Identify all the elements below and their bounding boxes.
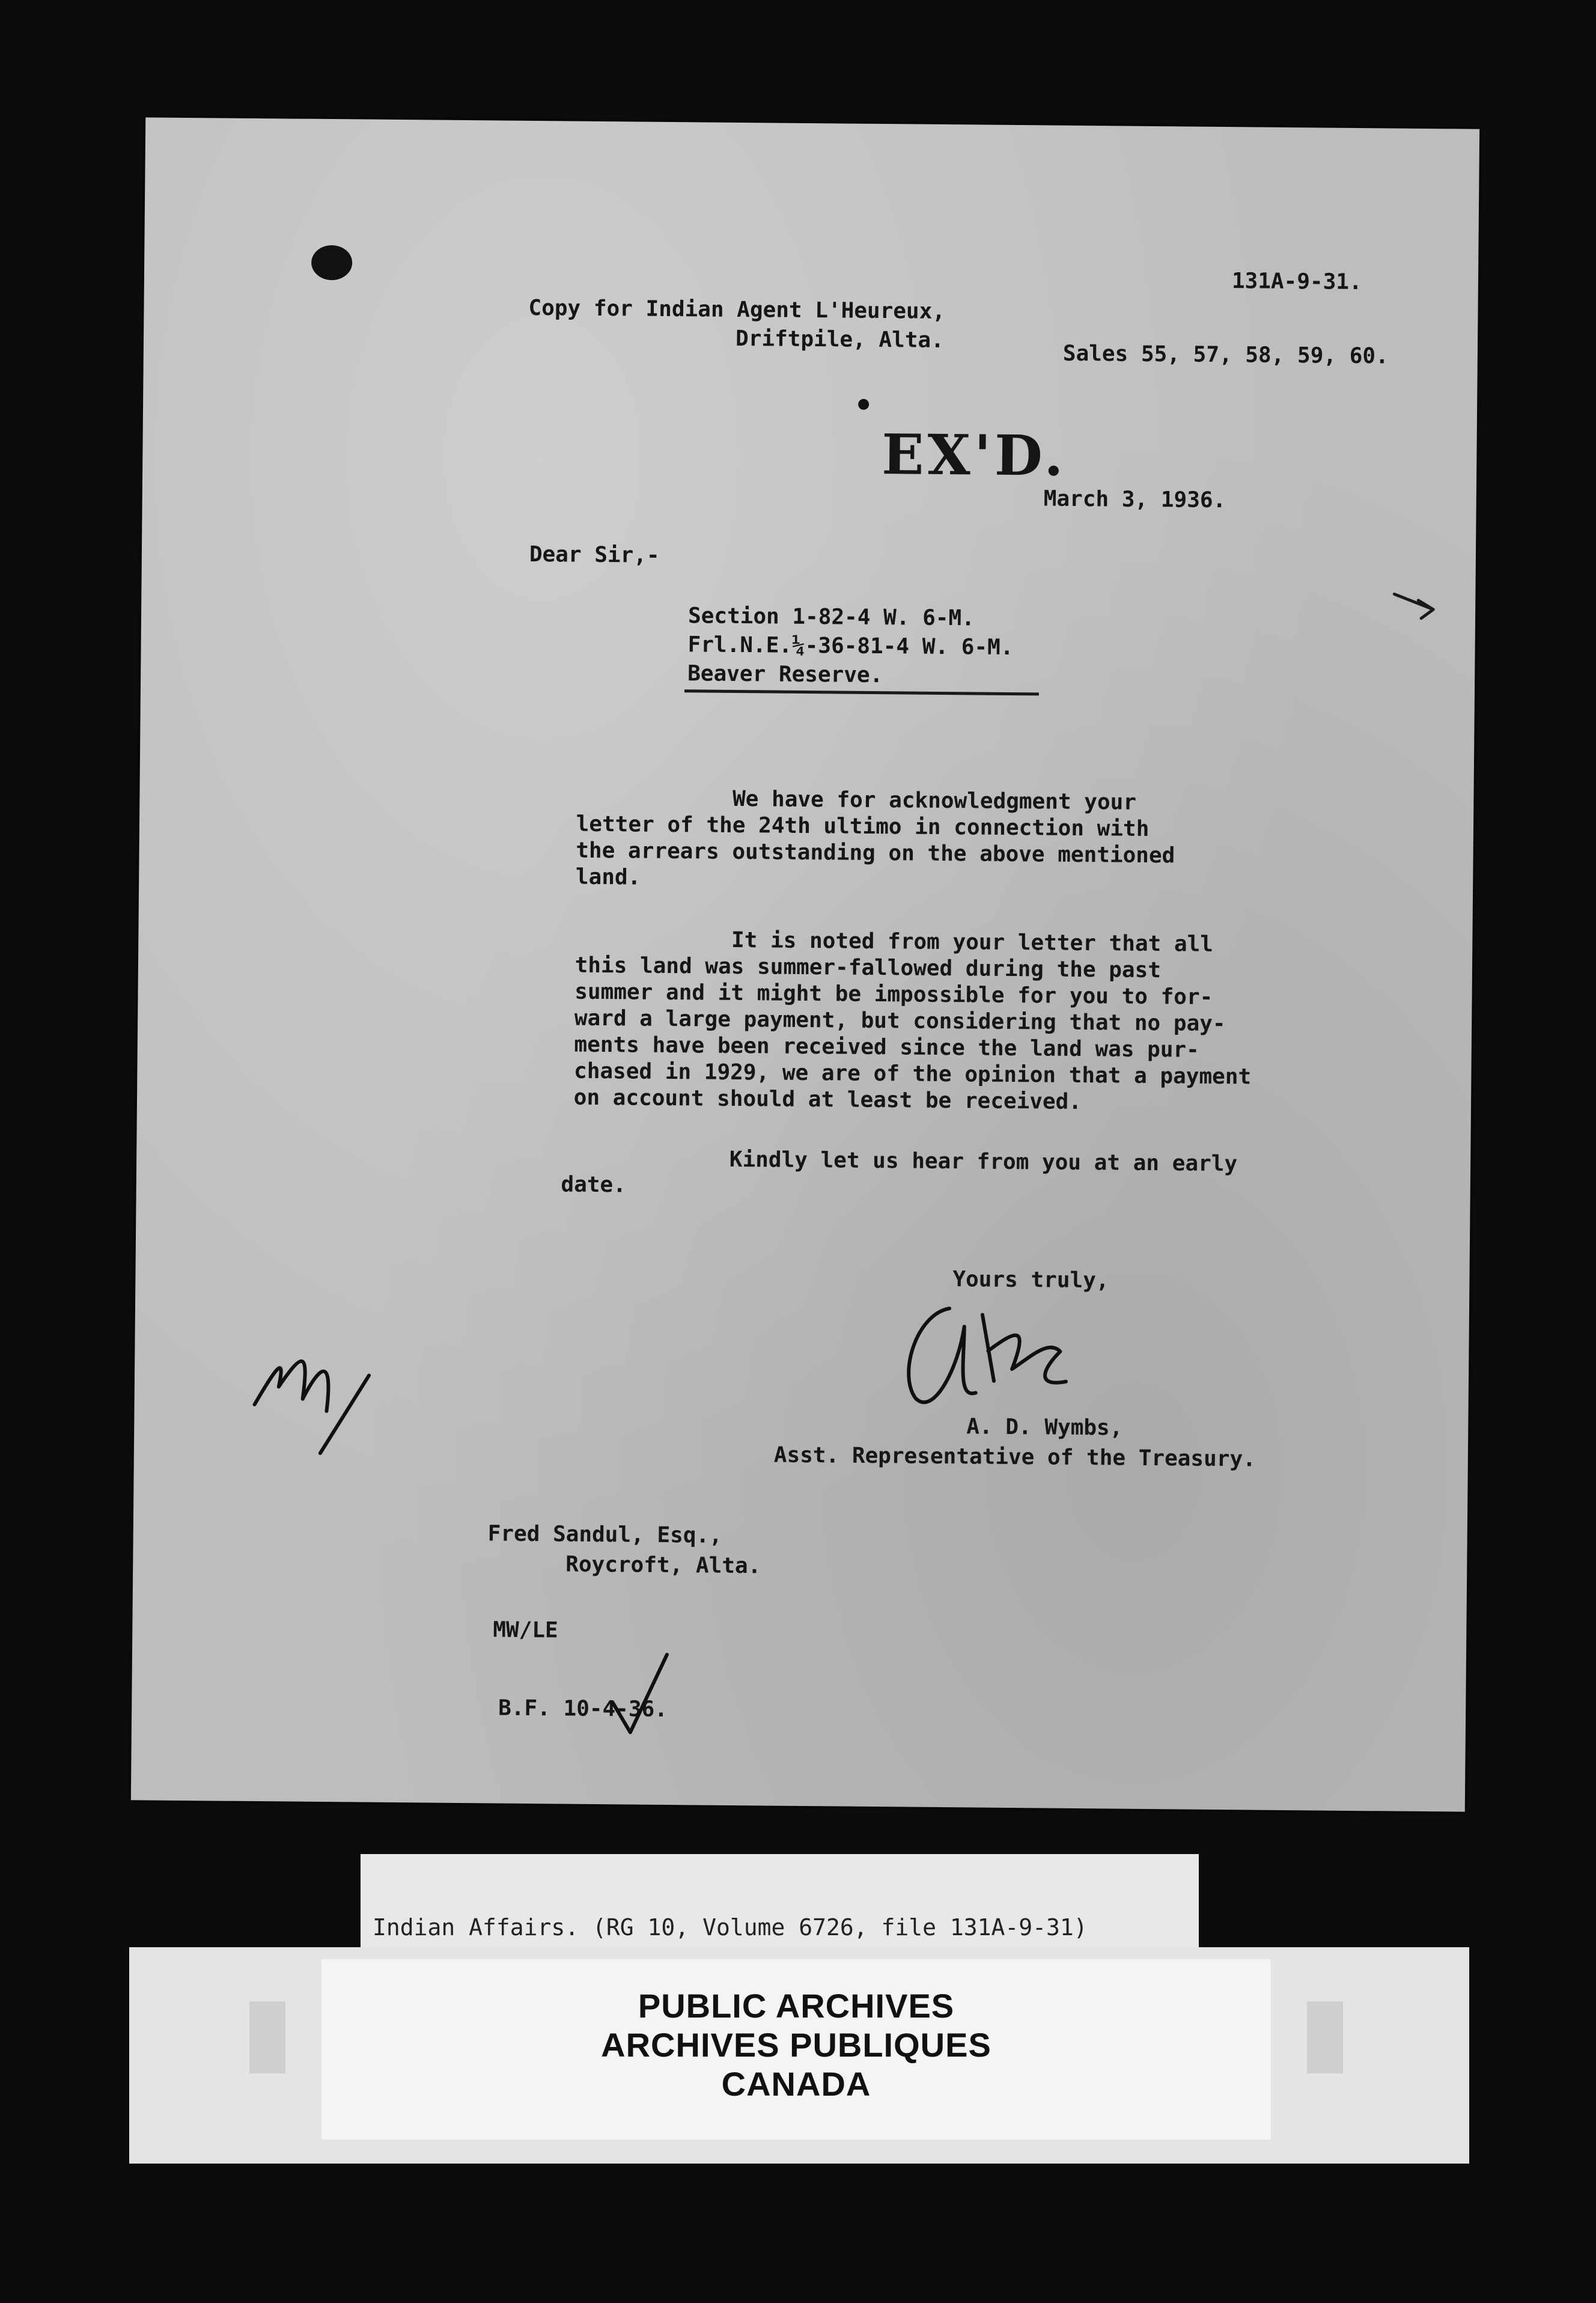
paragraph-1-line: the arrears outstanding on the above mentioned xyxy=(576,838,1175,868)
archive-stamp-label xyxy=(129,1947,1469,2164)
paragraph-2-line: on account should at least be received. xyxy=(573,1085,1082,1115)
addressee-location: Roycroft, Alta. xyxy=(565,1552,761,1579)
paragraph-2-line: this land was summer-fallowed during the past xyxy=(574,953,1162,983)
archive-country: CANADA xyxy=(721,2065,871,2103)
archive-reference: Indian Affairs. (RG 10, Volume 6726, file 131A-9-31) xyxy=(373,1914,1088,1941)
paragraph-2-line: It is noted from your letter that all xyxy=(731,927,1214,957)
paragraph-1-line: land. xyxy=(575,864,641,890)
subject-line-2: Frl.N.E.¼-36-81-4 W. 6-M. xyxy=(687,632,1014,660)
archive-name-en: PUBLIC ARCHIVES xyxy=(638,1987,955,2025)
paragraph-2 xyxy=(521,899,1252,1144)
ink-dot xyxy=(858,399,869,410)
paragraph-2-line: ments have been received since the land was pur- xyxy=(574,1032,1200,1063)
paragraph-1-line: We have for acknowledgment your xyxy=(732,786,1137,815)
paragraph-2-line: chased in 1929, we are of the opinion that a payment xyxy=(573,1058,1252,1090)
copy-for-location: Driftpile, Alta. xyxy=(735,326,945,353)
paragraph-2-line: ward a large payment, but considering that no pay- xyxy=(574,1005,1226,1037)
handwritten-initial-mark xyxy=(248,1326,388,1466)
copy-for-line: Copy for Indian Agent L'Heureux, xyxy=(528,295,946,324)
subject-underline xyxy=(684,689,1039,695)
exd-stamp: EX'D. xyxy=(881,422,1068,489)
bring-forward-note: B.F. 10-4-36. xyxy=(498,1695,668,1722)
arrow-mark xyxy=(1391,585,1446,621)
paragraph-1-line: letter of the 24th ultimo in connection with xyxy=(576,811,1150,841)
paragraph-3-line: date. xyxy=(561,1172,627,1198)
signer-title: Asst. Representative of the Treasury. xyxy=(773,1442,1256,1472)
subject-line-1: Section 1-82-4 W. 6-M. xyxy=(687,603,975,631)
handwritten-check-mark xyxy=(606,1648,679,1739)
file-reference: 131A-9-31. xyxy=(1231,269,1362,295)
sales-reference: Sales 55, 57, 58, 59, 60. xyxy=(1062,341,1389,369)
label-tab-left xyxy=(249,2001,285,2073)
paragraph-3-line: Kindly let us hear from you at an early xyxy=(729,1147,1238,1177)
paragraph-1 xyxy=(523,758,1176,922)
typist-initials: MW/LE xyxy=(493,1617,558,1643)
subject-line-3: Beaver Reserve. xyxy=(687,661,883,688)
letter-page xyxy=(131,117,1479,1811)
handwritten-signature xyxy=(891,1278,1097,1424)
letter-date: March 3, 1936. xyxy=(1043,486,1226,513)
addressee-name: Fred Sandul, Esq., xyxy=(487,1521,723,1548)
signer-name: A. D. Wymbs, xyxy=(966,1414,1123,1441)
closing: Yours truly, xyxy=(952,1267,1109,1293)
archive-name-fr: ARCHIVES PUBLIQUES xyxy=(601,2026,991,2064)
archive-stamp-panel xyxy=(321,1959,1271,2140)
ink-blot xyxy=(311,245,353,281)
label-tab-right xyxy=(1307,2001,1343,2073)
paragraph-2-line: summer and it might be impossible for you to for- xyxy=(574,979,1213,1010)
paragraph-3 xyxy=(508,1118,1237,1231)
salutation: Dear Sir,- xyxy=(529,541,660,568)
